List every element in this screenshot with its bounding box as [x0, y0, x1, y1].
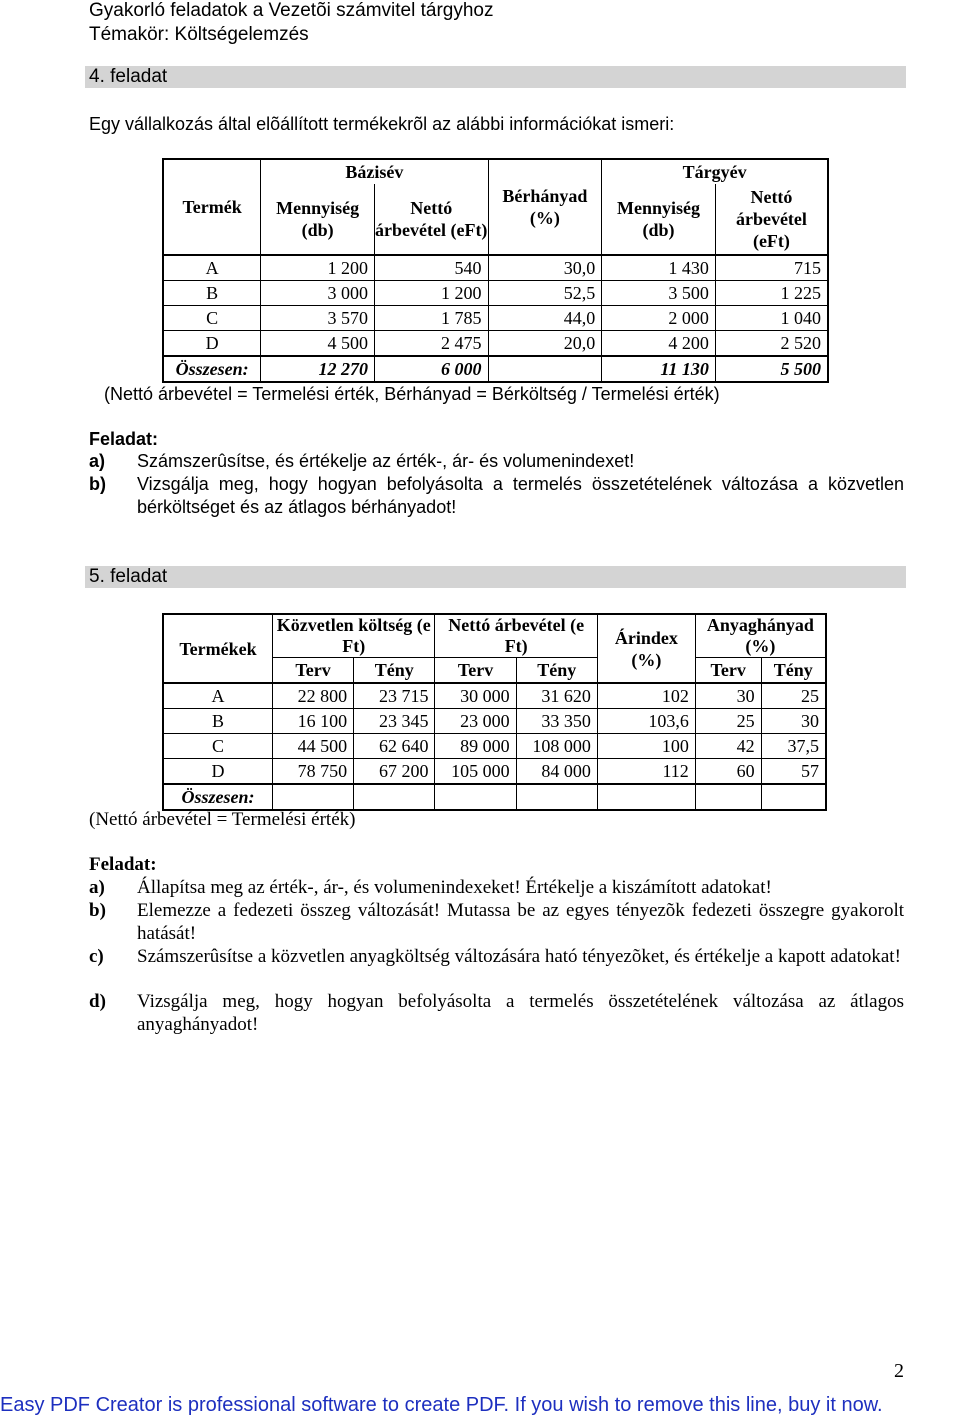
header-material-ratio: Anyaghányad (%) — [695, 614, 826, 658]
document-header-title: Gyakorló feladatok a Vezetõi számvitel tárgyhoz — [89, 0, 494, 21]
table-row: B 16 100 23 345 23 000 33 350 103,6 25 30 — [163, 709, 828, 734]
task4-feladat-label: Feladat: — [89, 429, 159, 449]
header-plan: Terv — [695, 658, 761, 684]
task5-title: 5. feladat — [89, 566, 168, 587]
task4-intro: Egy vállalkozás által elõállított termékekrõl az alábbi információkat ismeri: — [89, 114, 675, 134]
pdf-creator-footer: Easy PDF Creator is professional software to create PDF. If you wish to remove this line, buy it now. — [0, 1394, 883, 1416]
header-direct-cost: Közvetlen költség (e Ft) — [272, 614, 435, 658]
header-product: Termék — [163, 159, 261, 255]
table-row: A 22 800 23 715 30 000 31 620 102 30 25 — [163, 683, 828, 709]
task5-data-table — [162, 613, 829, 811]
header-revenue-current: Nettó árbevétel (eFt) — [715, 184, 828, 255]
task4-note: (Nettó árbevétel = Termelési érték, Bérhányad = Bérköltség / Termelési érték) — [104, 384, 720, 404]
page-number: 2 — [894, 1360, 904, 1382]
header-net-revenue: Nettó árbevétel (e Ft) — [435, 614, 597, 658]
task5-item-d: d) Vizsgálja meg, hogy hogyan befolyásolta a termelés összetételének változása az átlagos anyaghányadot! — [89, 991, 904, 1035]
table-row: D 78 750 67 200 105 000 84 000 112 60 57 — [163, 759, 828, 785]
document-header-topic: Témakör: Költségelemzés — [89, 24, 309, 45]
header-plan: Terv — [272, 658, 353, 684]
header-actual: Tény — [761, 658, 826, 684]
task4-item-a: a) Számszerûsítse, és értékelje az érték-, ár- és volumenindexet! — [89, 451, 635, 471]
table-row: C 44 500 62 640 89 000 108 000 100 42 37,5 — [163, 734, 828, 759]
header-quantity-current: Mennyiség (db) — [602, 184, 716, 255]
task5-item-b: b) Elemezze a fedezeti összeg változását! Mutassa be az egyes tényezõk fedezeti összegre gyakorolt hatását! — [89, 900, 904, 944]
header-base-year: Bázisév — [261, 159, 488, 184]
header-actual: Tény — [516, 658, 597, 684]
header-revenue: Nettó árbevétel (eFt) — [374, 184, 488, 255]
task5-note: (Nettó árbevétel = Termelési érték) — [89, 809, 356, 830]
header-wage-ratio: Bérhányad (%) — [488, 159, 602, 255]
task4-title-band — [85, 66, 906, 88]
task4-item-b: b) Vizsgálja meg, hogy hogyan befolyásolta a termelés összetételének változása a közvetlen bérköltséget és az átlagos bérhányadot! — [89, 474, 904, 517]
header-plan: Terv — [435, 658, 516, 684]
table-row: B 3 000 1 200 52,5 3 500 1 225 — [163, 281, 828, 306]
header-price-index: Árindex (%) — [597, 614, 695, 683]
header-current-year: Tárgyév — [602, 159, 828, 184]
table-total-row: Összesen: 12 270 6 000 11 130 5 500 — [163, 356, 828, 382]
table-row: D 4 500 2 475 20,0 4 200 2 520 — [163, 331, 828, 357]
task5-item-a: a) Állapítsa meg az érték-, ár-, és volumenindexeket! Értékelje a kiszámított adatokat! — [89, 877, 772, 898]
task4-data-table — [162, 158, 829, 383]
table-row: A 1 200 540 30,0 1 430 715 — [163, 255, 828, 281]
table-total-row: Összesen: — [163, 784, 828, 810]
header-products: Termékek — [163, 614, 272, 683]
task4-title: 4. feladat — [89, 66, 168, 87]
header-actual: Tény — [354, 658, 435, 684]
task5-feladat-label: Feladat: — [89, 854, 157, 875]
task5-title-band — [85, 566, 906, 588]
task5-item-c: c) Számszerûsítse a közvetlen anyagköltség változására ható tényezõket, és értékelje a kapott adatokat! — [89, 946, 901, 967]
table-row: C 3 570 1 785 44,0 2 000 1 040 — [163, 306, 828, 331]
header-quantity: Mennyiség (db) — [261, 184, 375, 255]
